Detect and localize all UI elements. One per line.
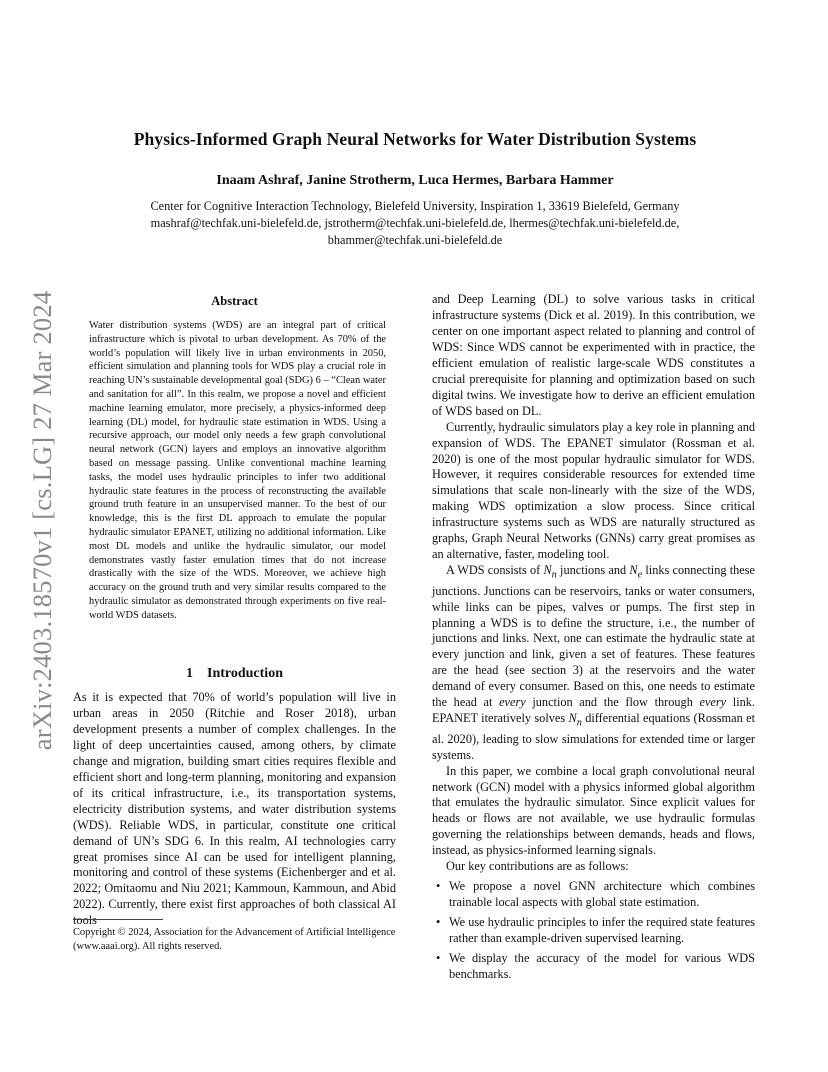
abstract-text: Water distribution systems (WDS) are an integral part of critical infrastructure which is pivotal to urban development. As 70% of the world’s population will likely live in urban environments in 2050, efficient simulation and planning tools for WDS play a crucial role in reaching UN’s sustainable developmental goal (SDG) 6 – “Clean water and sanitation for all”. In this realm, we propose a novel and efficient machine learning emulator, more precisely, a physics-informed deep learning (DL) model, for hydraulic state estimation in WDS. Using a recursive approach, our model only needs a few graph convolutional neural network (GCN) layers and employs an innovative algorithm based on message passing. Unlike conventional machine learning tasks, the model uses hydraulic principles to infer two additional hydraulic state features in the process of reconstructing the available ground truth feature in an unsupervised manner. To the best of our knowledge, this is the first DL approach to emulate the popular hydraulic simulator EPANET, utilizing no additional information. Like most DL models and unlike the hydraulic simulator, our model demonstrates vastly faster emulation times that do not increase drastically with the size of the WDS. Moreover, we achieve high accuracy on the ground truth and very similar results compared to the hydraulic simulator as demonstrated through experiments on five real-world WDS datasets. xyxy=(89,320,386,621)
bullet-icon: • xyxy=(436,915,441,930)
copyright-footnote: Copyright © 2024, Association for the Advancement of Artificial Intelligence (www.aaai.org). All rights reserved. xyxy=(73,927,396,952)
list-item xyxy=(432,879,755,911)
footnote-divider xyxy=(73,919,163,920)
list-item xyxy=(432,951,755,983)
arxiv-identifier: arXiv:2403.18570v1 [cs.LG] 27 Mar 2024 xyxy=(27,290,57,751)
affiliation-line: Center for Cognitive Interaction Technology, Bielefeld University, Inspiration 1, 33619 Bielefeld, Germany xyxy=(150,199,680,213)
math-symbol: N xyxy=(629,563,638,578)
email-line: mashraf@techfak.uni-bielefeld.de, jstrotherm@techfak.uni-bielefeld.de, lhermes@techfak.uni-bielefeld.de, xyxy=(150,216,680,230)
list-item-text: We propose a novel GNN architecture which combines trainable local aspects with global state estimation. xyxy=(449,879,755,910)
abstract-heading: Abstract xyxy=(211,294,258,308)
bullet-icon: • xyxy=(436,951,441,966)
affiliation-block xyxy=(80,198,750,249)
math-symbol: N xyxy=(568,711,577,726)
paragraph-wds-structure xyxy=(432,563,755,763)
paragraph-this-paper: In this paper, we combine a local graph convolutional neural network (GCN) model with a physics informed global algorithm that emulates the hydraulic simulator. Since explicit values for heads or flows are not available, we use hydraulic formulas governing the relationships between demands, heads and flows, instead, as physics-informed learning signals. xyxy=(432,763,755,858)
text-run: differential equations (Rossman et al. 2020), leading to slow simulations for extended time or larger systems. xyxy=(432,711,755,762)
math-subscript: e xyxy=(637,569,643,581)
text-run: A WDS consists of xyxy=(446,563,544,578)
math-nn xyxy=(568,711,582,729)
paragraph-contributions: Our key contributions are as follows: xyxy=(446,859,629,874)
text-run: link. EPANET iteratively solves xyxy=(432,695,755,726)
math-nn xyxy=(543,563,557,581)
list-item-text: We display the accuracy of the model for various WDS benchmarks. xyxy=(449,951,755,981)
paragraph-simulators: Currently, hydraulic simulators play a key role in planning and expansion of WDS. The EPANET simulator (Rossman et al. 2020) is one of the most popular hydraulic simulator for WDS. However, it requires considerable resources for extended time simulations that scale non-linearly with the size of the WDS, making WDS optimization a slow process. Since critical infrastructure systems such as WDS are naturally structured as graphs, Graph Neural Networks (GNNs) carry great promises as an alternative, faster, modeling tool. xyxy=(432,419,755,562)
contribution-list xyxy=(432,879,755,983)
list-item xyxy=(432,915,755,947)
math-subscript: n xyxy=(551,569,557,581)
emphasis: every xyxy=(499,695,526,710)
paper-title: Physics-Informed Graph Neural Networks for Water Distribution Systems xyxy=(133,129,697,149)
introduction-paragraph: As it is expected that 70% of world’s population will live in urban areas in 2050 (Ritchie and Roser 2018), urban development presents a number of complex challenges. In the light of deep uncertainties caused, among others, by climate change and migration, building smart cities requires flexible and efficient short and long-term planning, monitoring and expansion of its critical infrastructure, i.e., its transportation systems, electricity distribution systems, and water distribution systems (WDS). Reliable WDS, in particular, constitute one critical demand of UN’s SDG 6. In this realm, AI technologies carry great promises since AI can be used for intelligent planning, monitoring and control of these systems (Eichenberger and et al. 2022; Omitaomu and Niu 2021; Kammoun, Kammoun, and Abid 2022). Currently, there exist first approaches of both classical AI tools xyxy=(73,690,396,928)
list-item-text: We use hydraulic principles to infer the required state features rather than example-driven supervised learning. xyxy=(449,915,755,946)
arxiv-sidebar-stamp xyxy=(24,283,60,758)
math-ne xyxy=(629,563,643,581)
bullet-icon: • xyxy=(436,879,441,894)
section-number: 1 xyxy=(186,666,193,681)
math-symbol: N xyxy=(543,563,552,578)
text-run: junctions and xyxy=(556,563,630,578)
email-line: bhammer@techfak.uni-bielefeld.de xyxy=(327,233,503,247)
section-heading-introduction xyxy=(73,666,396,682)
math-subscript: n xyxy=(576,717,582,729)
section-title: Introduction xyxy=(207,666,283,681)
author-list: Inaam Ashraf, Janine Strotherm, Luca Hermes, Barbara Hammer xyxy=(216,173,614,188)
paragraph-continued: and Deep Learning (DL) to solve various tasks in critical infrastructure systems (Dick et al. 2019). In this contribution, we center on one important aspect related to planning and control of WDS: Since WDS cannot be experimented with in practice, the efficient emulation of realistic large-scale WDS constitutes a crucial prerequisite for planning and optimization based on such digital twins. We investigate how to derive an efficient emulation of WDS based on DL. xyxy=(432,292,755,418)
text-run: links connecting these junctions. Junctions can be reservoirs, tanks or water consumers, while links can be pipes, valves or pumps. The first step in planning a WDS is to define the structure, i.e., the number of junctions and links. Next, one can estimate the hydraulic state at every junction and link, given a set of features. These features are the head (see section 3) at the reservoirs and the water demand of every consumer. Based on this, one needs to estimate the head at xyxy=(432,563,755,710)
emphasis: every xyxy=(699,695,727,710)
text-run: junction and the flow through xyxy=(525,695,700,710)
right-column xyxy=(432,292,755,987)
